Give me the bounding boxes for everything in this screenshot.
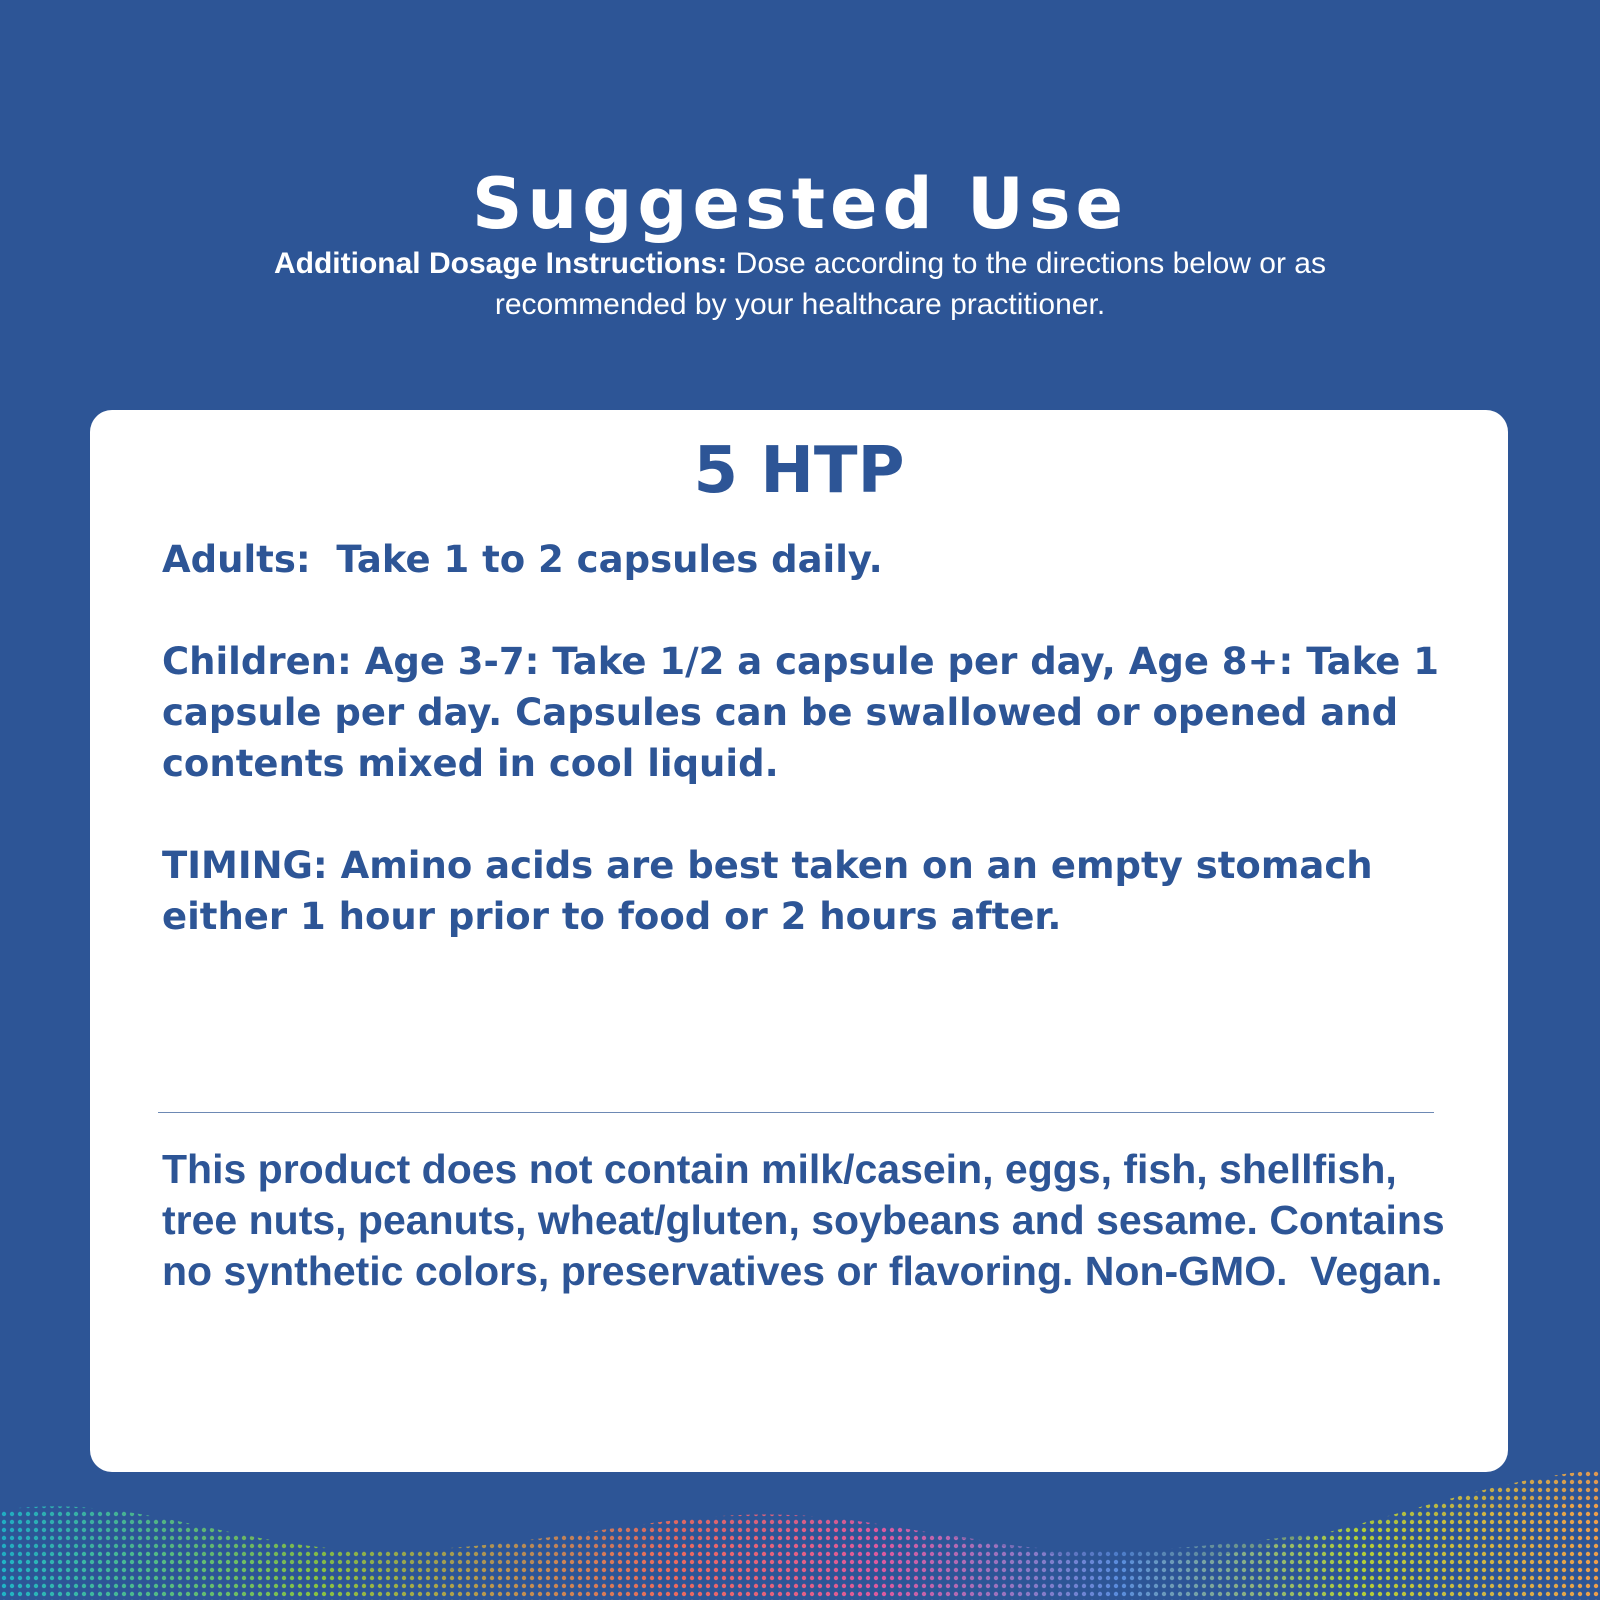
product-name: 5 HTP — [693, 434, 905, 508]
page-title: Suggested Use — [471, 162, 1128, 245]
directions-card — [90, 410, 1508, 1472]
directions-list — [162, 534, 1472, 993]
dotted-wave-decoration — [0, 1470, 1600, 1600]
divider — [158, 1112, 1434, 1113]
allergen-statement: This product does not contain milk/casein, eggs, fish, shellfish, tree nuts, peanuts, wheat/gluten, soybeans and sesame. Contains no synthetic colors, preservatives or flavoring. Non-GMO. Vegan. — [162, 1146, 1457, 1294]
adult-directions: Adults: Take 1 to 2 capsules daily. — [162, 538, 883, 581]
children-directions: Children: Age 3-7: Take 1/2 a capsule per day, Age 8+: Take 1 capsule per day. Capsules can be swallowed or opened and contents mixed in cool liquid. — [162, 640, 1452, 785]
dosage-instructions — [250, 243, 1350, 325]
timing-directions: TIMING: Amino acids are best taken on an empty stomach either 1 hour prior to food or 2 hours after. — [162, 844, 1386, 938]
dosage-instructions-label: Additional Dosage Instructions: — [273, 247, 728, 280]
dosage-instructions-text: Dose according to the directions below or as recommended by your healthcare practitioner. — [494, 247, 1326, 321]
